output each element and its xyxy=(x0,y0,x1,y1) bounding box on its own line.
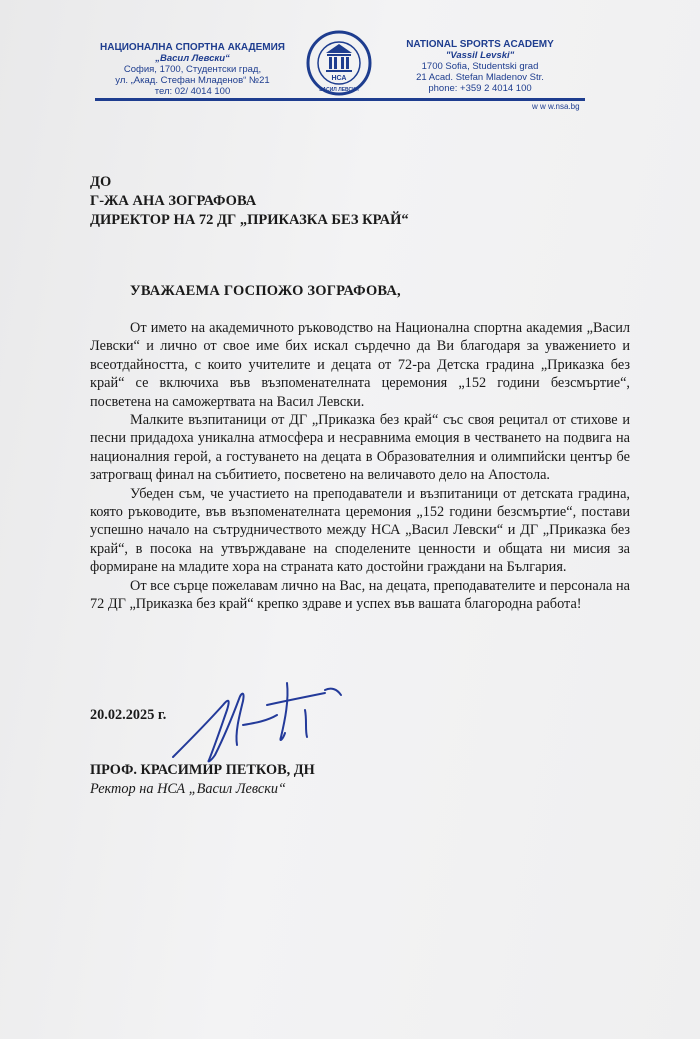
logo-text: НСА xyxy=(331,75,347,82)
website: w w w.nsa.bg xyxy=(532,102,580,111)
paragraph: Малките възпитаници от ДГ „Приказка без край“ със своя рецитал от стихове и песни придадоха уникална атмосфера и несравнима емоция в честването на подвига на националния герой, а гостуването на децата в Образователния и олимпийски център бе затрогващ финал на събитието, посветено на величавото дело на Апостола. xyxy=(90,412,630,484)
address-line1-bg: София, 1700, Студентски град, xyxy=(123,64,262,75)
org-subname-bg: „Васил Левски“ xyxy=(155,53,230,64)
address-line2-bg: ул. „Акад. Стефан Младенов“ №21 xyxy=(115,75,270,86)
addressee-position: ДИРЕКТОР НА 72 ДГ „ПРИКАЗКА БЕЗ КРАЙ“ xyxy=(90,212,409,228)
address-line1-en: 1700 Sofia, Studentski grad xyxy=(421,61,539,72)
salutation: УВАЖАЕМА ГОСПОЖО ЗОГРАФОВА, xyxy=(130,283,401,299)
signer-title: Ректор на НСА „Васил Левски“ xyxy=(90,781,287,797)
letterhead-bg xyxy=(100,42,285,97)
nsa-logo-icon xyxy=(306,30,372,96)
addressee-name: Г-ЖА АНА ЗОГРАФОВА xyxy=(90,193,257,209)
org-name-en: NATIONAL SPORTS ACADEMY xyxy=(406,39,554,50)
phone-bg: тел: 02/ 4014 100 xyxy=(154,86,231,97)
addressee-block xyxy=(90,173,409,230)
address-line2-en: 21 Acad. Stefan Mladenov Str. xyxy=(416,72,544,83)
letter-date: 20.02.2025 г. xyxy=(90,707,167,723)
phone-en: phone: +359 2 4014 100 xyxy=(428,83,532,94)
paragraph: От все сърце пожелавам лично на Вас, на децата, преподавателите и персонала на 72 ДГ „Приказка без край“ крепко здраве и успех във вашата благородна работа! xyxy=(90,577,630,613)
letter-body xyxy=(90,319,630,614)
letterhead-en xyxy=(400,39,560,94)
org-subname-en: "Vassil Levski" xyxy=(445,50,515,61)
header-divider xyxy=(95,98,585,101)
signer-name: ПРОФ. КРАСИМИР ПЕТКОВ, ДН xyxy=(90,762,315,778)
org-name-bg: НАЦИОНАЛНА СПОРТНА АКАДЕМИЯ xyxy=(100,42,285,53)
addressee-to: ДО xyxy=(90,174,112,190)
logo-ring-text: ВАСИЛ ЛЕВСКИ xyxy=(319,87,359,93)
paragraph: Убеден съм, че участието на преподаватели и възпитаници от детската градина, която ръководите, във възпоменателната церемония „152 години безсмъртие“, постави успешно начало на сътрудничеството между НСА „Васил Левски“ и ДГ „Приказка без край“, в посока на утвърждаване на споделените ценности и общата ни мисия за формиране на младите хора на страната като достойни граждани на България. xyxy=(90,485,630,576)
paragraph: От името на академичното ръководство на Национална спортна академия „Васил Левски“ и лично от свое име бих искал сърдечно да Ви благодаря за уважението и всеотдайността, с които учителите и децата от 72-ра Детска градина „Приказка без край“ се включиха във възпоменателната церемония „152 години безсмъртие“, посветена на саможертвата на Васил Левски. xyxy=(90,320,630,410)
signature-icon xyxy=(165,675,355,770)
